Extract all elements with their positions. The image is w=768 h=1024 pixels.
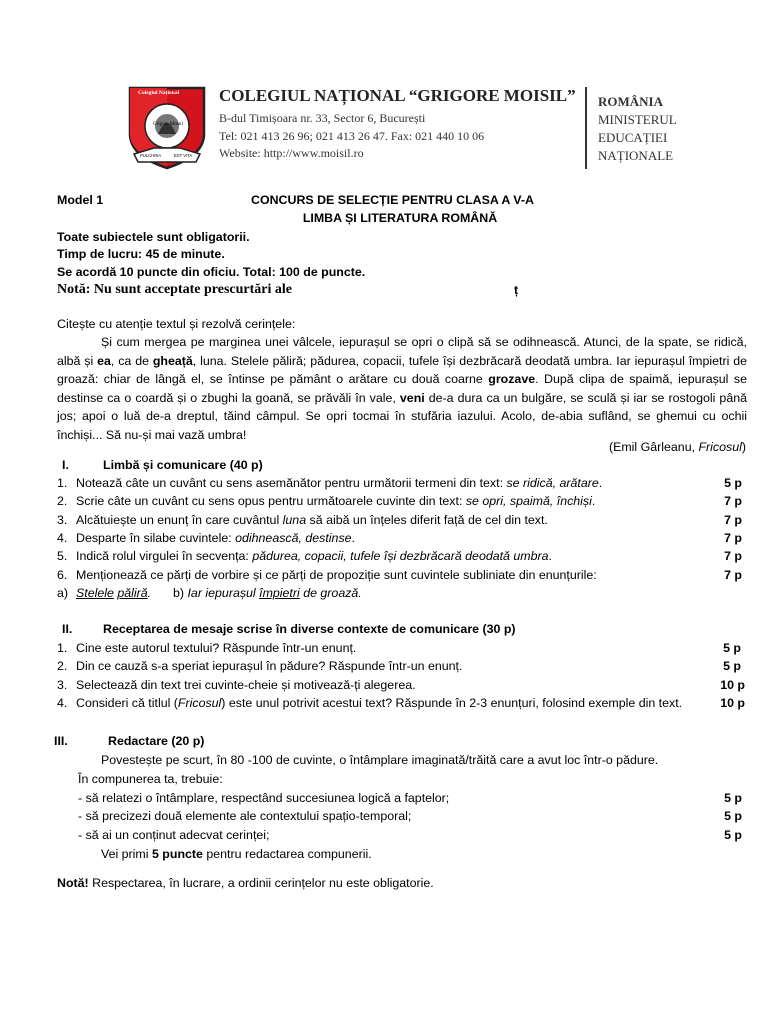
list-item: 3. Selectează din text trei cuvinte-cheie și motivează-ți alegerea. 10 p (57, 676, 745, 694)
logo-banner-left: PULCHRIA (140, 153, 162, 158)
underlined-word: păliră (117, 585, 148, 600)
ministry-line-1: ROMÂNIA (598, 94, 663, 109)
passage-bold-veni: veni (399, 390, 425, 405)
points: 5 p (723, 641, 741, 655)
model-label: Model 1 (57, 193, 104, 207)
ministry-line-2: MINISTERUL (598, 112, 677, 127)
points: 5 p (724, 809, 742, 824)
ministry-line-3: EDUCAȚIEI (598, 130, 668, 145)
points: 7 p (724, 530, 742, 545)
school-address: B-dul Timișoara nr. 33, Sector 6, București (219, 111, 426, 125)
points: 5 p (724, 476, 742, 490)
section-3-number: III. (54, 734, 68, 748)
list-item: 4. Desparte în silabe cuvintele: odihnească, destinse. 7 p (57, 529, 742, 547)
section-3-bonus: Vei primi 5 puncte pentru redactarea compunerii. (101, 847, 372, 861)
list-item: 1. Cine este autorul textului? Răspunde într-un enunț. 5 p (57, 639, 745, 657)
list-item: - să ai un conținut adecvat cerinței; 5 p (78, 826, 742, 844)
passage-text: , luna. Stelele păliră; pădurea, copacii, tufele își dezbrăcară deodată umbra. Iar iepurașul împietri de groază: chiar de lângă el, se întinse pe pământ o arătare cu două coarne (57, 353, 748, 386)
list-item: 6. Menționează ce părți de vorbire și ce părți de propoziție sunt cuvintele subliniate din enunțurile: 7 p (57, 566, 742, 584)
list-item: 3. Alcătuiește un enunț în care cuvântul luna să aibă un înțeles diferit față de cel din text. 7 p (57, 511, 742, 529)
passage-text: Și cum mergea pe marginea unei vâlcele, iepurașul se opri o clipă să se odihnească. Atunci, de la spate, se ridică, albă și (57, 335, 747, 368)
school-phone: Tel: 021 413 26 96; 021 413 26 47. Fax: 021 440 10 06 (219, 129, 485, 143)
ministry-line-4: NAȚIONALE (598, 148, 674, 163)
passage-source: (Emil Gârleanu, Fricosul) (608, 440, 746, 454)
rule-2: Timp de lucru: 45 de minute. (57, 247, 225, 261)
exam-title: CONCURS DE SELECȚIE PENTRU CLASA A V-A (251, 193, 534, 207)
school-website: Website: http://www.moisil.ro (219, 146, 364, 160)
passage-bold-gheata: gheață (152, 353, 193, 368)
logo-ring-text: Grigore Moisil (153, 122, 183, 127)
points: 5 p (724, 791, 742, 805)
footer-note (57, 874, 434, 893)
list-item: 1. Notează câte un cuvânt cu sens asemănător pentru următorii termeni din text: se ridică, arătare. 5 p (57, 474, 742, 492)
list-item: 4. Consideri că titlul (Fricosul) este unul potrivit acestui text? Răspunde în 2-3 enunțuri, folosind exemple din text. 10 p (57, 694, 745, 712)
sub-items: a) Stelele păliră. b) Iar iepurașul împietri de groază. (57, 585, 362, 600)
list-item: - să relatezi o întâmplare, respectând succesiunea logică a faptelor; 5 p (78, 789, 742, 807)
passage-text: , ca de (110, 353, 153, 368)
passage-bold-grozave: grozave (488, 372, 536, 386)
passage-text: . După clipa de spaimă, iepurașul se destinse ca o coardă și o zbughi la goană, se prăvăli în vale, (57, 372, 747, 405)
points: 7 p (724, 494, 742, 509)
section-2-list (57, 639, 745, 713)
section-3-title: Redactare (20 p) (108, 734, 205, 748)
ministry-block (598, 93, 677, 165)
passage-intro: Citește cu atenție textul și rezolvă cerințele: (57, 317, 296, 331)
underlined-word: Stelele (76, 585, 114, 600)
underlined-word: împietri (259, 585, 300, 600)
section-3-list (78, 789, 742, 845)
source-title: Fricosul (698, 440, 742, 454)
points: 7 p (724, 512, 742, 527)
section-2-number: II. (62, 622, 73, 636)
nota-abbreviations: Notă: Nu sunt acceptate prescurtări ale (57, 282, 292, 297)
section-1-number: I. (62, 458, 69, 472)
points: 7 p (724, 549, 742, 564)
footer-note-text: Respectarea, în lucrare, a ordinii cerințelor nu este obligatorie. (88, 876, 434, 890)
school-name: COLEGIUL NAȚIONAL “GRIGORE MOISIL” (219, 86, 576, 105)
school-logo (124, 82, 210, 172)
logo-banner-right: EST VITA (174, 153, 193, 158)
passage-bold-ea: ea (97, 353, 111, 368)
passage (57, 333, 747, 444)
list-item: 2. Scrie câte un cuvânt cu sens opus pentru următoarele cuvinte din text: se opri, spaimă, închiși. 7 p (57, 492, 742, 510)
points: 5 p (724, 827, 742, 842)
section-1-title: Limbă și comunicare (40 p) (103, 458, 263, 472)
section-2-title: Receptarea de mesaje scrise în diverse contexte de comunicare (30 p) (103, 622, 516, 636)
list-item: - să precizezi două elemente ale contextului spațio-temporal; 5 p (78, 807, 742, 825)
points: 5 p (723, 659, 741, 674)
footer-note-label: Notă! (57, 876, 89, 890)
points: 10 p (720, 695, 745, 710)
rule-1: Toate subiectele sunt obligatorii. (57, 230, 250, 244)
passage-text: de-a dura ca un bulgăre, se sculă și iar se rostogoli până jos; apoi o luă de-a dreptul, tăind câmpul. Se opri tocmai în stufăria iazului. Acolo, de-abia suflând, se ghemui cu ochii închiși... Să nu-și mai vază umbra! (57, 390, 747, 442)
points: 7 p (724, 567, 742, 582)
section-1-list (57, 474, 742, 604)
exam-subtitle: LIMBA ȘI LITERATURA ROMÂNĂ (302, 211, 498, 225)
logo-top-text: Colegiul Național (138, 90, 180, 96)
nota-trail: ț (514, 283, 519, 297)
rule-3: Se acordă 10 puncte din oficiu. Total: 100 de puncte. (57, 265, 366, 279)
list-item: 2. Din ce cauză s-a speriat iepurașul în pădure? Răspunde într-un enunț. 5 p (57, 657, 745, 675)
header-divider (585, 87, 587, 169)
points: 10 p (720, 677, 745, 692)
section-3-must: În compunerea ta, trebuie: (78, 772, 223, 786)
list-item: 5. Indică rolul virgulei în secvența: pădurea, copacii, tufele își dezbrăcară deodată umbra. 7 p (57, 547, 742, 565)
section-3-intro: Povestește pe scurt, în 80 -100 de cuvinte, o întâmplare imaginată/trăită care a avut loc într-o pădure. (101, 753, 659, 767)
